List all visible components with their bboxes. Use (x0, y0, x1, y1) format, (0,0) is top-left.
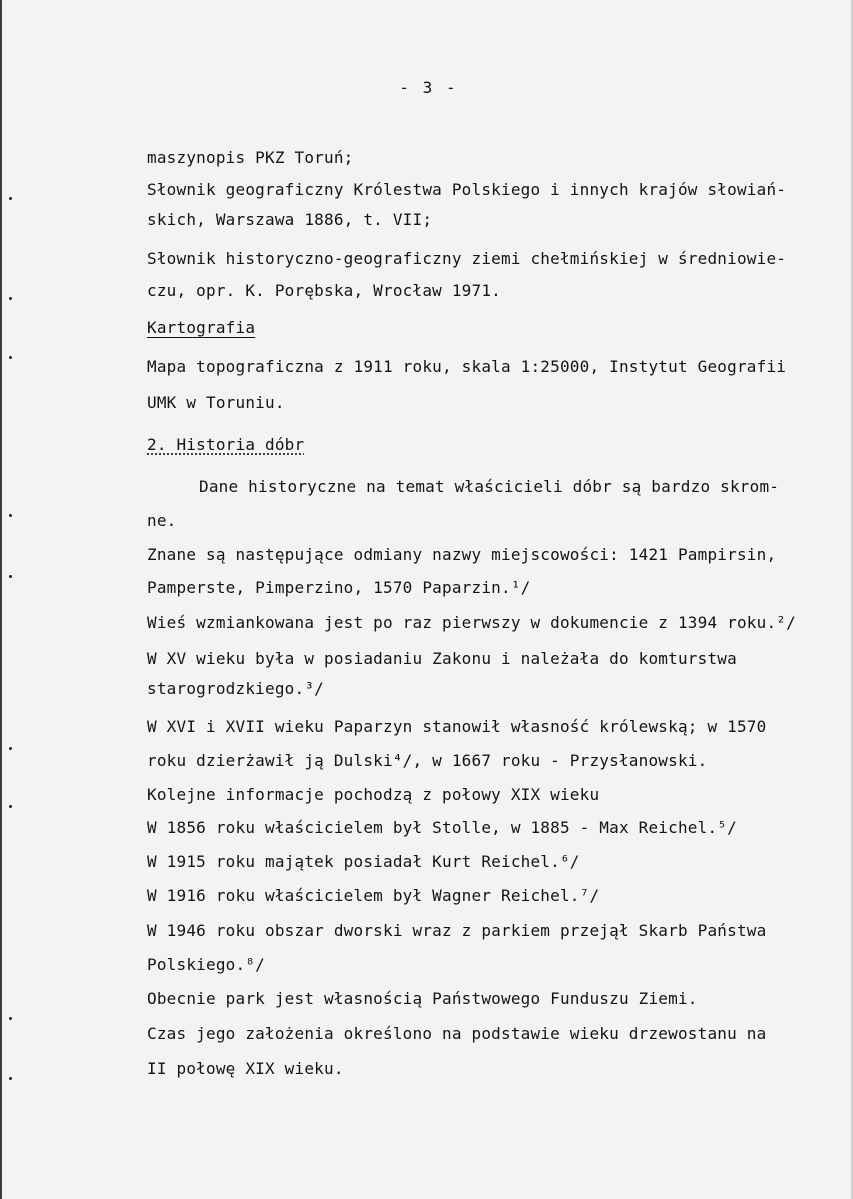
text-line: UMK w Toruniu. (147, 393, 285, 412)
text-line: czu, opr. K. Porębska, Wrocław 1971. (147, 281, 501, 300)
margin-dot (9, 747, 12, 750)
text-line: W 1916 roku właścicielem był Wagner Reichel.⁷/ (147, 886, 600, 905)
text-line: W 1946 roku obszar dworski wraz z parkiem przejął Skarb Państwa (147, 921, 767, 940)
text-line: starogrodzkiego.³/ (147, 679, 324, 698)
text-line: Polskiego.⁸/ (147, 955, 265, 974)
section-heading-kartografia: Kartografia (147, 318, 256, 337)
margin-dot (9, 575, 12, 578)
margin-dot (9, 197, 12, 200)
text-line: Obecnie park jest własnością Państwowego Funduszu Ziemi. (147, 989, 698, 1008)
margin-dot (9, 297, 12, 300)
text-line: W XVI i XVII wieku Paparzyn stanowił własność królewską; w 1570 (147, 717, 767, 736)
text-line: W 1915 roku majątek posiadał Kurt Reichel.⁶/ (147, 852, 580, 871)
text-line: roku dzierżawił ją Dulski⁴/, w 1667 roku - Przysłanowski. (147, 751, 708, 770)
text-line: Mapa topograficzna z 1911 roku, skala 1:25000, Instytut Geografii (147, 357, 787, 376)
margin-dot (9, 356, 12, 359)
text-line: Wieś wzmiankowana jest po raz pierwszy w dokumencie z 1394 roku.²/ (147, 613, 796, 632)
margin-dot (9, 514, 12, 517)
text-line: Znane są następujące odmiany nazwy miejscowości: 1421 Pampirsin, (147, 545, 777, 564)
text-line: ne. (147, 511, 177, 530)
text-line: W XV wieku była w posiadaniu Zakonu i należała do komturstwa (147, 649, 737, 668)
text-line: Czas jego założenia określono na podstawie wieku drzewostanu na (147, 1024, 767, 1043)
text-line: Pamperste, Pimperzino, 1570 Paparzin.¹/ (147, 578, 531, 597)
margin-dot (9, 1017, 12, 1020)
margin-dot (9, 1077, 12, 1080)
text-line: Dane historyczne na temat właścicieli dóbr są bardzo skrom- (199, 477, 780, 496)
page-number: - 3 - (399, 78, 458, 97)
margin-dot (9, 805, 12, 808)
text-line: skich, Warszawa 1886, t. VII; (147, 210, 433, 229)
text-line: II połowę XIX wieku. (147, 1059, 344, 1078)
text-line: W 1856 roku właścicielem był Stolle, w 1885 - Max Reichel.⁵/ (147, 818, 737, 837)
text-line: maszynopis PKZ Toruń; (147, 148, 354, 167)
section-heading-historia: 2. Historia dóbr (147, 435, 305, 454)
text-line: Słownik geograficzny Królestwa Polskiego i innych krajów słowiań- (147, 180, 787, 199)
text-line: Kolejne informacje pochodzą z połowy XIX wieku (147, 785, 600, 804)
text-line: Słownik historyczno-geograficzny ziemi chełmińskiej w średniowie- (147, 249, 787, 268)
